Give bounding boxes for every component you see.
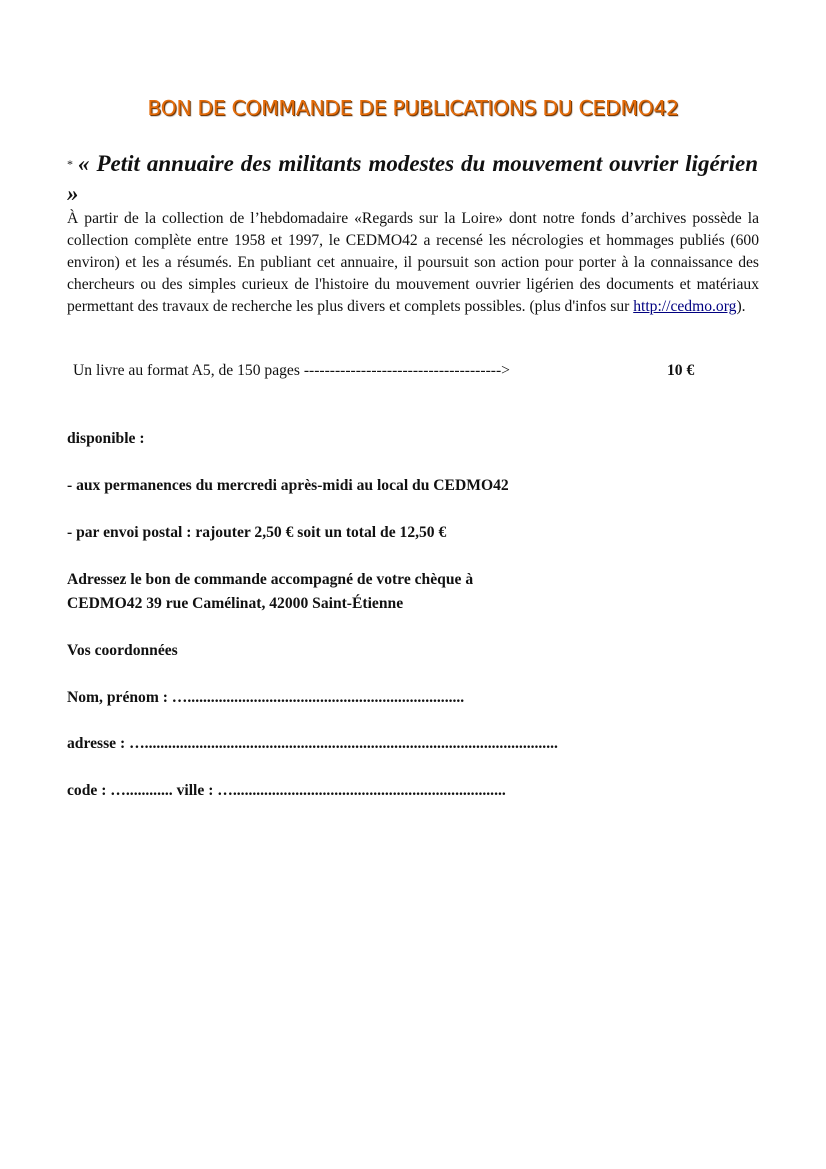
availability-option-postal: - par envoi postal : rajouter 2,50 € soit un total de 12,50 € (67, 524, 447, 541)
contact-heading: Vos coordonnées (67, 642, 178, 659)
availability-option-local: - aux permanences du mercredi après-midi au local du CEDMO42 (67, 477, 509, 494)
book-format-line: Un livre au format A5, de 150 pages --------------------------------------> (73, 362, 510, 379)
publication-description (67, 208, 759, 318)
cedmo-website-link[interactable]: http://cedmo.org (633, 297, 737, 315)
city-field-line: code : …............ ville : …...................................................................... (67, 782, 506, 799)
description-text: À partir de la collection de l’hebdomadaire «Regards sur la Loire» dont notre fonds d’archives possède la collection complète entre 1958 et 1997, le CEDMO42 a recensé les nécrologies et hommages publiés (600 environ) et les a résumés. En publiant cet annuaire, il poursuit son action pour porter à la connaissance des chercheurs ou des simples curieux de l'histoire du mouvement ouvrier ligérien des documents et matériaux permettant des travaux de recherche les plus divers et complets possibles. (plus d'infos sur (67, 210, 759, 315)
publication-title-text: « Petit annuaire des militants modestes du mouvement ouvrier ligérien » (67, 151, 758, 206)
book-price: 10 € (667, 362, 695, 379)
availability-heading: disponible : (67, 430, 145, 447)
description-end: ). (736, 297, 746, 315)
name-field-line: Nom, prénom : …....................................................................... (67, 689, 465, 706)
publication-title (67, 149, 758, 208)
page-title: BON DE COMMANDE DE PUBLICATIONS DU CEDMO42 (147, 96, 679, 120)
postal-address: CEDMO42 39 rue Camélinat, 42000 Saint-Étienne (67, 595, 404, 612)
address-field-line: adresse : ….......................................................................................................... (67, 735, 558, 752)
item-marker: * (67, 157, 73, 171)
send-instruction: Adressez le bon de commande accompagné de votre chèque à (67, 571, 474, 588)
